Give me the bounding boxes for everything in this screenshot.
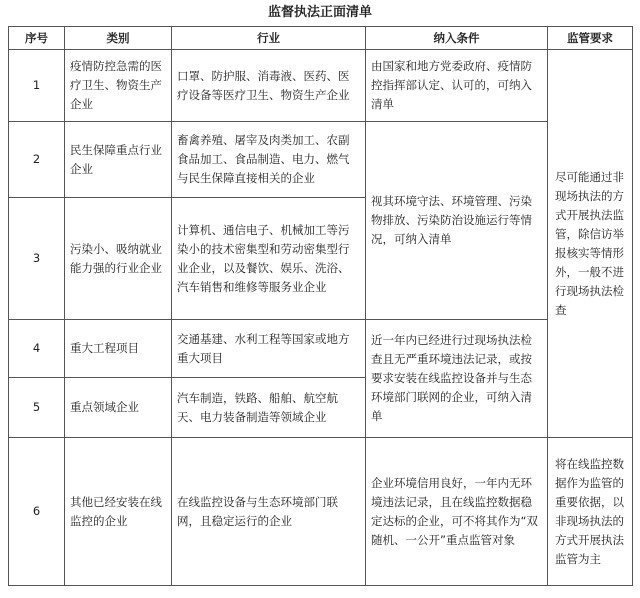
row-industry: 口罩、防护服、消毒液、医药、医疗设备等医疗卫生、物资生产企业: [172, 50, 366, 122]
row-number: 2: [9, 122, 65, 198]
row-number: 6: [9, 438, 65, 586]
row-conditions: 近一年内已经进行过现场执法检查且无严重环境违法记录，或按要求安装在线监控设备并与生态环境部门联网的企业，可纳入清单: [366, 320, 548, 438]
row-industry: 计算机、通信电子、机械加工等污染小的技术密集型和劳动密集型行业企业，以及餐饮、娱乐、洗浴、汽车销售和维修等服务业企业: [172, 198, 366, 320]
header-industry: 行业: [172, 27, 366, 50]
row-industry: 畜禽养殖、屠宰及肉类加工、农副食品加工、食品制造、电力、燃气与民生保障直接相关的企业: [172, 122, 366, 198]
table-row: [9, 320, 633, 378]
header-number: 序号: [9, 27, 65, 50]
header-category: 类别: [65, 27, 172, 50]
row-number: 4: [9, 320, 65, 378]
table-row: [9, 50, 633, 122]
row-category: 疫情防控急需的医疗卫生、物资生产企业: [65, 50, 172, 122]
row-number: 3: [9, 198, 65, 320]
row-industry: 交通基建、水利工程等国家或地方重大项目: [172, 320, 366, 378]
row-number: 1: [9, 50, 65, 122]
row-conditions: 视其环境守法、环境管理、污染物排放、污染防治设施运行等情况，可纳入清单: [366, 122, 548, 320]
header-conditions: 纳入条件: [366, 27, 548, 50]
row-category: 重点领域企业: [65, 378, 172, 438]
row-category: 重大工程项目: [65, 320, 172, 378]
table-row: [9, 122, 633, 198]
row-conditions: 企业环境信用良好，一年内无环境违法记录，且在线监控数据稳定达标的企业，可不将其作为“双随机、一公开”重点监管对象: [366, 438, 548, 586]
row-industry: 在线监控设备与生态环境部门联网，且稳定运行的企业: [172, 438, 366, 586]
row-requirements: 将在线监控数据作为监管的重要依据，以非现场执法的方式开展执法监管为主: [548, 438, 633, 586]
table-row: [9, 438, 633, 586]
table-header-row: [9, 27, 633, 50]
row-category: 污染小、吸纳就业能力强的行业企业: [65, 198, 172, 320]
row-industry: 汽车制造，铁路、船舶、航空航天、电力装备制造等领域企业: [172, 378, 366, 438]
row-number: 5: [9, 378, 65, 438]
row-requirements: 尽可能通过非现场执法的方式开展执法监管，除信访举报核实等情形外，一般不进行现场执法检查: [548, 50, 633, 438]
header-requirements: 监管要求: [548, 27, 633, 50]
row-category: 其他已经安装在线监控的企业: [65, 438, 172, 586]
enforcement-list-table: [8, 26, 633, 586]
page-title: 监督执法正面清单: [267, 5, 372, 20]
row-category: 民生保障重点行业企业: [65, 122, 172, 198]
row-conditions: 由国家和地方党委政府、疫情防控指挥部认定、认可的，可纳入清单: [366, 50, 548, 122]
